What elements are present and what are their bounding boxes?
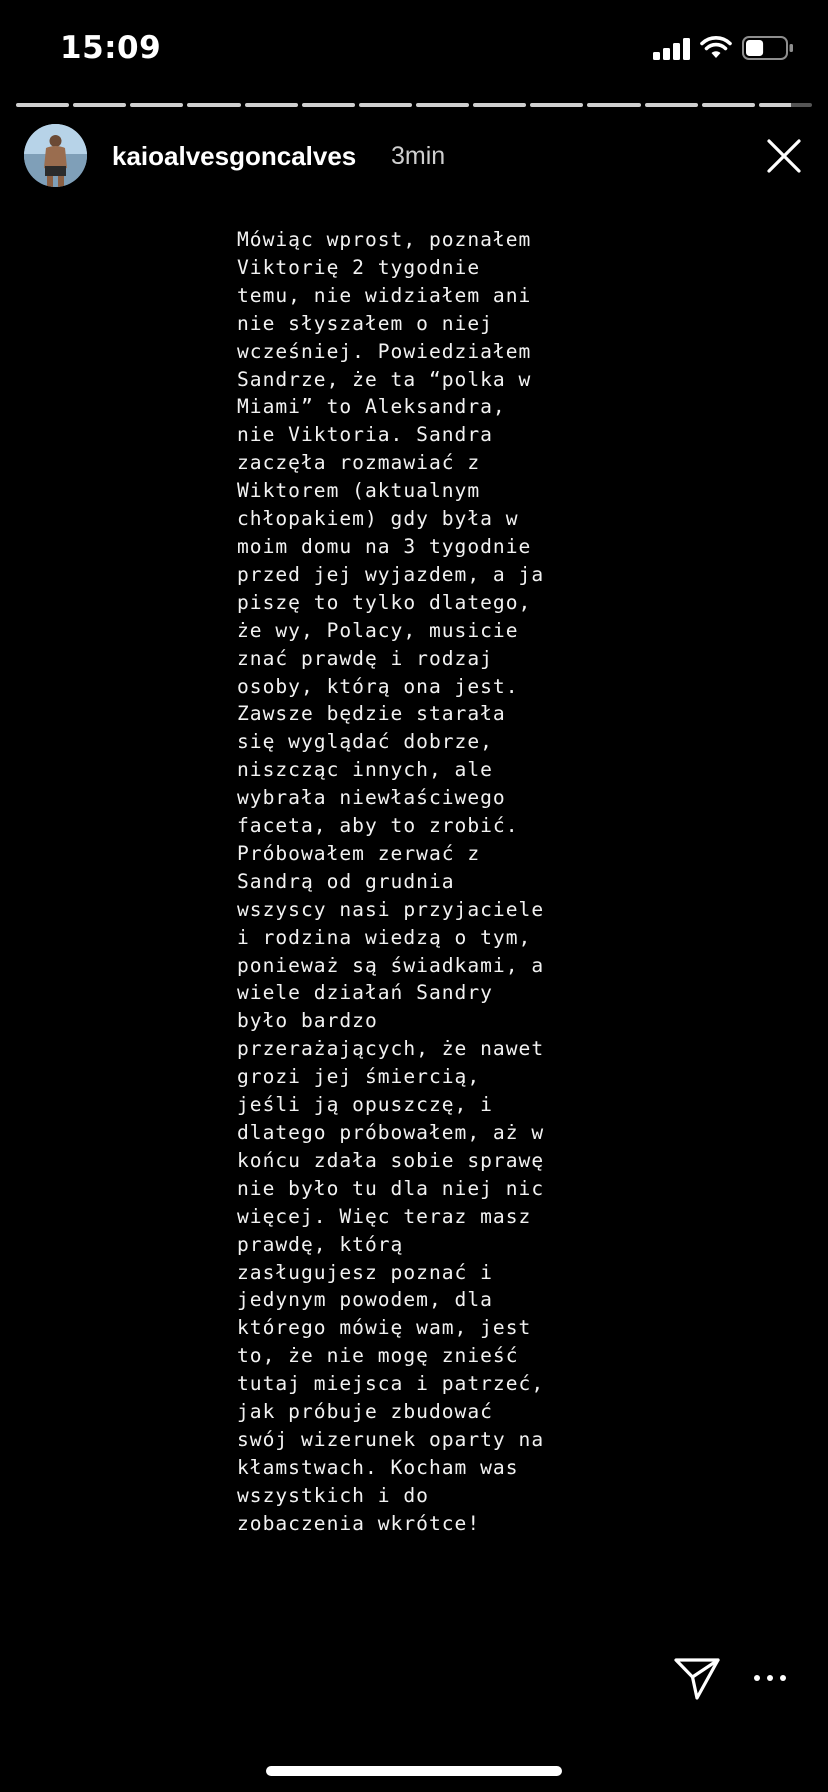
story-progress-segment (530, 103, 583, 107)
story-progress-segment (302, 103, 355, 107)
story-text: Mówiąc wprost, poznałem Viktorię 2 tygodnie temu, nie widziałem ani nie słyszałem o niej wcześniej. Powiedziałem Sandrze, że ta “polka w Miami” to Aleksandra, nie Viktoria. Sandra zaczęła rozmawiać z Wiktorem (aktualnym chłopakiem) gdy była w moim domu na 3 tygodnie przed jej wyjazdem, a ja piszę to tylko dlatego, że wy, Polacy, musicie znać prawdę i rodzaj osoby, którą ona jest. Zawsze będzie starała się wyglądać dobrze, niszcząc innych, ale wybrała niewłaściwego faceta, aby to zrobić. Próbowałem zerwać z Sandrą od grudnia wszyscy nasi przyjaciele i rodzina wiedzą o tym, ponieważ są świadkami, a wiele działań Sandry było bardzo przerażających, że nawet grozi jej śmiercią, jeśli ją opuszczę, i dlatego próbowałem, aż w końcu zdała sobie sprawę nie było tu dla niej nic więcej. Więc teraz masz prawdę, którą zasługujesz poznać i jedynym powodem, dla którego mówię wam, jest to, że nie mogę znieść tutaj miejsca i patrzeć, jak próbuje zbudować swój wizerunek oparty na kłamstwach. Kocham was wszystkich i do zobaczenia wkrótce! (237, 228, 545, 1535)
story-progress-segment (702, 103, 755, 107)
story-progress-segment (645, 103, 698, 107)
more-options-icon[interactable] (752, 1670, 788, 1686)
story-progress-segment (759, 103, 812, 107)
story-progress-segment (359, 103, 412, 107)
story-progress-segment (587, 103, 640, 107)
story-progress-segment (245, 103, 298, 107)
avatar[interactable] (24, 124, 87, 187)
story-progress-segment (187, 103, 240, 107)
send-icon[interactable] (673, 1656, 721, 1702)
story-author-username[interactable]: kaioalvesgoncalves (112, 141, 357, 171)
story-timestamp: 3min (391, 142, 446, 170)
story-progress-bar (16, 103, 812, 107)
close-icon[interactable] (766, 138, 802, 174)
story-progress-segment (73, 103, 126, 107)
story-progress-segment (416, 103, 469, 107)
cellular-signal-icon (653, 38, 691, 60)
wifi-icon (700, 34, 732, 60)
battery-icon (742, 36, 794, 60)
story-progress-segment (473, 103, 526, 107)
status-time: 15:09 (60, 30, 162, 66)
status-bar (0, 0, 828, 90)
story-progress-segment (130, 103, 183, 107)
story-header (24, 124, 814, 188)
home-indicator[interactable] (266, 1766, 562, 1776)
story-progress-segment (16, 103, 69, 107)
